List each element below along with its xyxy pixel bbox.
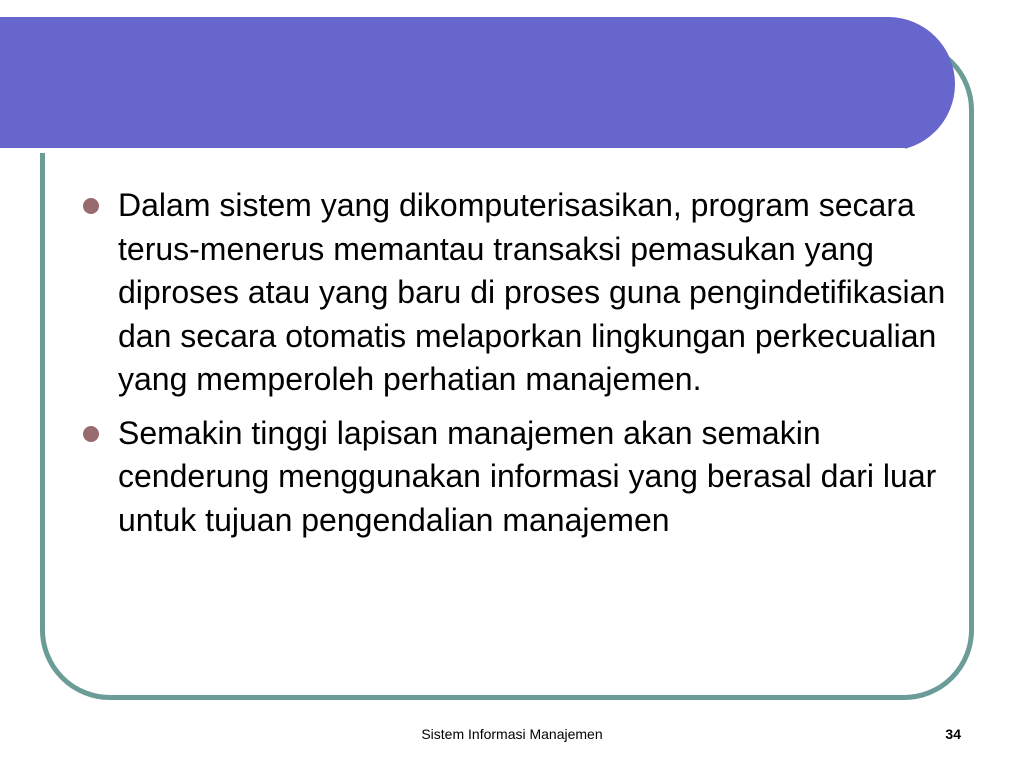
bullet-dot-icon [83, 426, 99, 442]
header-band [0, 17, 955, 151]
bullet-text: Dalam sistem yang dikomputerisasikan, program secara terus-menerus memantau transaksi pemasukan yang diproses atau yang baru di proses guna pengindetifikasian dan secara otomatis melaporkan lingkungan perkecualian yang memperoleh perhatian manajemen. [118, 187, 946, 397]
page-number: 34 [945, 726, 961, 742]
bullet-dot-icon [83, 198, 99, 214]
header-divider-line [0, 148, 905, 153]
footer-title: Sistem Informasi Manajemen [421, 726, 603, 742]
bullet-item [80, 412, 960, 543]
bullet-text: Semakin tinggi lapisan manajemen akan semakin cenderung menggunakan informasi yang berasal dari luar untuk tujuan pengendalian manajemen [118, 414, 937, 538]
bullet-item [80, 184, 960, 402]
bullet-list [80, 184, 960, 552]
